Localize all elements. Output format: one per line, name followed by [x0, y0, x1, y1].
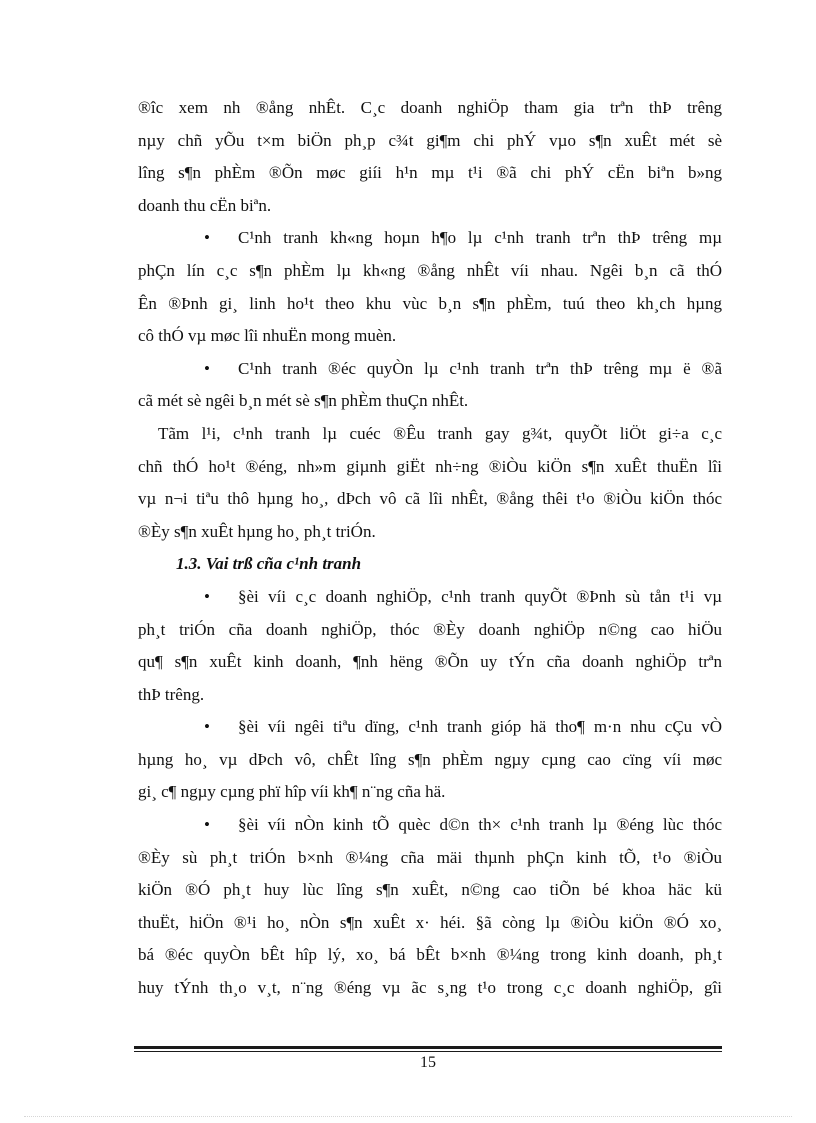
- text-line-content: C¹nh tranh kh«ng hoµn h¶o lµ c¹nh tranh trªn thÞ trêng mµ: [238, 228, 722, 248]
- text-line: Ên ®Þnh gi¸ linh ho¹t theo khu vùc b¸n s¶n phÈm, tuú theo kh¸ch hµng: [138, 293, 722, 313]
- body-text: [138, 92, 722, 1005]
- bullet-icon: •: [204, 358, 210, 378]
- bullet-icon: •: [204, 586, 210, 606]
- footer-rule-thick: [134, 1046, 722, 1049]
- text-line: Tãm l¹i, c¹nh tranh lµ cuéc ®Êu tranh gay g¾t, quyÕt liÖt gi÷a c¸c: [158, 423, 722, 443]
- bullet-paragraph: [138, 581, 722, 711]
- text-line: vµ n¬i tiªu thô hµng ho¸, dÞch vô cã lîi nhÊt, ®ång thêi t¹o ®iÒu kiÖn thóc: [138, 489, 722, 509]
- text-line: lîng s¶n phÈm ®Õn møc giíi h¹n mµ t¹i ®ã chi phÝ cËn biªn b»ng: [138, 163, 722, 183]
- text-line: phÇn lín c¸c s¶n phÈm lµ kh«ng ®ång nhÊt víi nhau. Ngêi b¸n cã thÓ: [138, 260, 722, 280]
- bullet-paragraph: [138, 222, 722, 352]
- text-line-content: C¹nh tranh ®éc quyÒn lµ c¹nh tranh trªn thÞ trêng mµ ë ®ã: [238, 358, 722, 378]
- text-line: doanh thu cËn biªn.: [138, 195, 272, 215]
- text-line: cô thÓ vµ møc lîi nhuËn mong muèn.: [138, 326, 397, 346]
- bullet-icon: •: [204, 717, 210, 737]
- section-heading: 1.3. Vai trß cña c¹nh tranh: [176, 554, 362, 574]
- text-line: chñ thÓ ho¹t ®éng, nh»m giµnh giËt nh÷ng ®iÒu kiÖn s¶n xuÊt thuËn lîi: [138, 456, 722, 476]
- page-number: 15: [420, 1054, 436, 1071]
- text-line: [138, 809, 722, 842]
- text-line: huy tÝnh th¸o v¸t, n¨ng ®éng vµ ãc s¸ng t¹o trong c¸c doanh nghiÖp, gîi: [138, 978, 722, 998]
- text-line-content: §èi víi ngêi tiªu dïng, c¹nh tranh gióp hä tho¶ m·n nhu cÇu vÒ: [238, 717, 722, 737]
- bullet-paragraph: [138, 711, 722, 809]
- text-line: [138, 353, 722, 386]
- bullet-icon: •: [204, 815, 210, 835]
- text-line: ®Èy sù ph¸t triÓn b×nh ®¼ng cña mäi thµnh phÇn kinh tÕ, t¹o ®iÒu: [138, 847, 722, 867]
- text-line: gi¸ c¶ ngµy cµng phï hîp víi kh¶ n¨ng cña hä.: [138, 782, 446, 802]
- text-line: hµng ho¸ vµ dÞch vô, chÊt lîng s¶n phÈm ngµy cµng cao cïng víi møc: [138, 749, 722, 769]
- text-line: thÞ trêng.: [138, 684, 205, 704]
- text-line: qu¶ s¶n xuÊt kinh doanh, ¶nh hëng ®Õn uy tÝn cña doanh nghiÖp trªn: [138, 652, 722, 672]
- text-line: ®Èy s¶n xuÊt hµng ho¸ ph¸t triÓn.: [138, 521, 376, 541]
- page-edge-divider: [24, 1116, 792, 1117]
- text-line: cã mét sè ngêi b¸n mét sè s¶n phÈm thuÇn nhÊt.: [138, 391, 469, 411]
- text-line: [138, 711, 722, 744]
- paragraph: [138, 418, 722, 548]
- bullet-paragraph: [138, 809, 722, 1005]
- text-line-content: §èi víi nÒn kinh tÕ quèc d©n th× c¹nh tranh lµ ®éng lùc thóc: [238, 815, 722, 835]
- text-line: thuËt, hiÖn ®¹i ho¸ nÒn s¶n xuÊt x· héi. §ã còng lµ ®iÒu kiÖn ®Ó xo¸: [138, 912, 722, 932]
- text-line: [138, 581, 722, 614]
- text-line: kiÖn ®Ó ph¸t huy lùc lîng s¶n xuÊt, n©ng cao tiÕn bé khoa häc kü: [138, 880, 722, 900]
- text-line: ®îc xem nh ®ång nhÊt. C¸c doanh nghiÖp tham gia trªn thÞ trêng: [138, 98, 722, 117]
- bullet-icon: •: [204, 228, 210, 248]
- paragraph: [138, 92, 722, 222]
- text-line: ph¸t triÓn cña doanh nghiÖp, thóc ®Èy doanh nghiÖp n©ng cao hiÖu: [138, 619, 722, 639]
- text-line: nµy chñ yÕu t×m biÖn ph¸p c¾t gi¶m chi phÝ vµo s¶n xuÊt mét sè: [138, 130, 722, 150]
- bullet-paragraph: [138, 353, 722, 418]
- text-line: [138, 222, 722, 255]
- text-line: bá ®éc quyÒn bÊt hîp lý, xo¸ bá bÊt b×nh ®¼ng trong kinh doanh, ph¸t: [138, 945, 722, 965]
- text-line-content: §èi víi c¸c doanh nghiÖp, c¹nh tranh quyÕt ®Þnh sù tån t¹i vµ: [238, 586, 722, 606]
